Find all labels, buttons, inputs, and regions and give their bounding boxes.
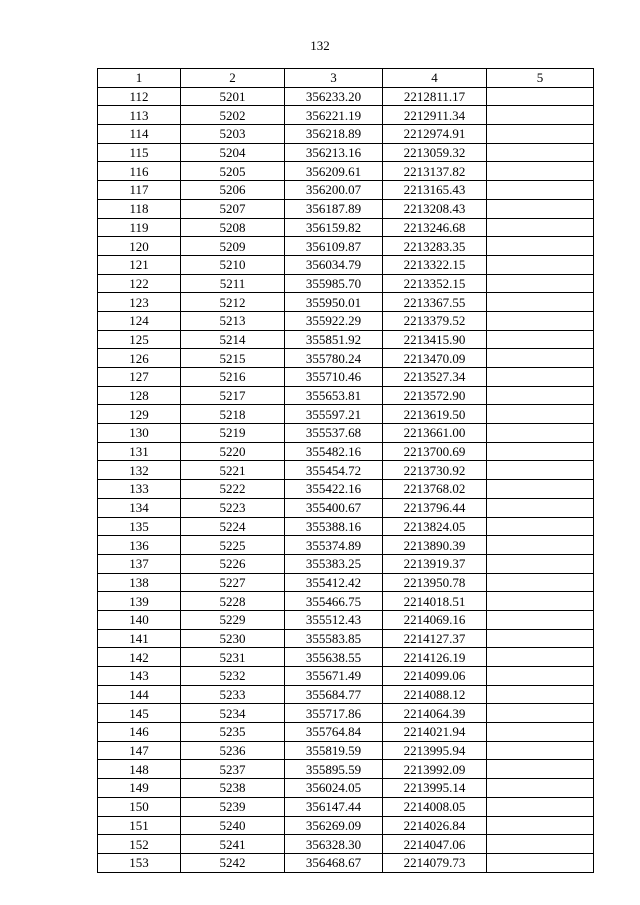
- y-coordinate-cell: 2214126.19: [383, 648, 487, 667]
- y-coordinate-cell: 2213919.37: [383, 554, 487, 573]
- x-coordinate-cell: 355985.70: [285, 274, 383, 293]
- y-coordinate-cell: 2213796.44: [383, 498, 487, 517]
- y-coordinate-cell: 2213950.78: [383, 573, 487, 592]
- note-cell: [487, 517, 594, 536]
- x-coordinate-cell: 356221.19: [285, 106, 383, 125]
- row-number-cell: 120: [98, 237, 181, 256]
- point-id-cell: 5231: [181, 648, 285, 667]
- table-row: [98, 125, 594, 144]
- point-id-cell: 5219: [181, 424, 285, 443]
- row-number-cell: 126: [98, 349, 181, 368]
- row-number-cell: 141: [98, 629, 181, 648]
- y-coordinate-cell: 2213415.90: [383, 330, 487, 349]
- point-id-cell: 5222: [181, 480, 285, 499]
- note-cell: [487, 779, 594, 798]
- table-row: [98, 143, 594, 162]
- point-id-cell: 5229: [181, 610, 285, 629]
- note-cell: [487, 592, 594, 611]
- note-cell: [487, 704, 594, 723]
- note-cell: [487, 667, 594, 686]
- y-coordinate-cell: 2213165.43: [383, 181, 487, 200]
- row-number-cell: 133: [98, 480, 181, 499]
- table-row: [98, 386, 594, 405]
- note-cell: [487, 237, 594, 256]
- point-id-cell: 5221: [181, 461, 285, 480]
- note-cell: [487, 629, 594, 648]
- point-id-cell: 5205: [181, 162, 285, 181]
- y-coordinate-cell: 2213661.00: [383, 424, 487, 443]
- x-coordinate-cell: 356187.89: [285, 199, 383, 218]
- y-coordinate-cell: 2213700.69: [383, 442, 487, 461]
- point-id-cell: 5225: [181, 536, 285, 555]
- point-id-cell: 5217: [181, 386, 285, 405]
- row-number-cell: 147: [98, 741, 181, 760]
- point-id-cell: 5204: [181, 143, 285, 162]
- table-row: [98, 162, 594, 181]
- x-coordinate-cell: 356468.67: [285, 853, 383, 872]
- y-coordinate-cell: 2213768.02: [383, 480, 487, 499]
- point-id-cell: 5239: [181, 797, 285, 816]
- note-cell: [487, 330, 594, 349]
- note-cell: [487, 293, 594, 312]
- row-number-cell: 131: [98, 442, 181, 461]
- x-coordinate-cell: 355638.55: [285, 648, 383, 667]
- y-coordinate-cell: 2212974.91: [383, 125, 487, 144]
- point-id-cell: 5211: [181, 274, 285, 293]
- point-id-cell: 5208: [181, 218, 285, 237]
- table-row: [98, 779, 594, 798]
- row-number-cell: 130: [98, 424, 181, 443]
- y-coordinate-cell: 2214047.06: [383, 835, 487, 854]
- header-col-5: 5: [487, 69, 594, 88]
- row-number-cell: 153: [98, 853, 181, 872]
- table-row: [98, 255, 594, 274]
- point-id-cell: 5240: [181, 816, 285, 835]
- row-number-cell: 138: [98, 573, 181, 592]
- y-coordinate-cell: 2213730.92: [383, 461, 487, 480]
- coordinates-table: [97, 68, 594, 873]
- table-header: [98, 69, 594, 88]
- note-cell: [487, 554, 594, 573]
- row-number-cell: 113: [98, 106, 181, 125]
- y-coordinate-cell: 2213527.34: [383, 368, 487, 387]
- x-coordinate-cell: 355454.72: [285, 461, 383, 480]
- note-cell: [487, 573, 594, 592]
- point-id-cell: 5238: [181, 779, 285, 798]
- table-row: [98, 199, 594, 218]
- y-coordinate-cell: 2213367.55: [383, 293, 487, 312]
- row-number-cell: 143: [98, 667, 181, 686]
- row-number-cell: 123: [98, 293, 181, 312]
- x-coordinate-cell: 355374.89: [285, 536, 383, 555]
- x-coordinate-cell: 356213.16: [285, 143, 383, 162]
- table-row: [98, 461, 594, 480]
- table-row: [98, 106, 594, 125]
- row-number-cell: 115: [98, 143, 181, 162]
- table-row: [98, 424, 594, 443]
- note-cell: [487, 835, 594, 854]
- y-coordinate-cell: 2214018.51: [383, 592, 487, 611]
- row-number-cell: 146: [98, 723, 181, 742]
- row-number-cell: 135: [98, 517, 181, 536]
- table-row: [98, 311, 594, 330]
- row-number-cell: 134: [98, 498, 181, 517]
- x-coordinate-cell: 355482.16: [285, 442, 383, 461]
- y-coordinate-cell: 2213379.52: [383, 311, 487, 330]
- note-cell: [487, 797, 594, 816]
- x-coordinate-cell: 355388.16: [285, 517, 383, 536]
- row-number-cell: 125: [98, 330, 181, 349]
- point-id-cell: 5224: [181, 517, 285, 536]
- note-cell: [487, 536, 594, 555]
- table-row: [98, 536, 594, 555]
- header-col-3: 3: [285, 69, 383, 88]
- x-coordinate-cell: 356159.82: [285, 218, 383, 237]
- note-cell: [487, 816, 594, 835]
- x-coordinate-cell: 355819.59: [285, 741, 383, 760]
- note-cell: [487, 143, 594, 162]
- y-coordinate-cell: 2213283.35: [383, 237, 487, 256]
- table-row: [98, 237, 594, 256]
- note-cell: [487, 162, 594, 181]
- y-coordinate-cell: 2214008.05: [383, 797, 487, 816]
- y-coordinate-cell: 2213992.09: [383, 760, 487, 779]
- table-row: [98, 554, 594, 573]
- note-cell: [487, 424, 594, 443]
- note-cell: [487, 405, 594, 424]
- table-row: [98, 274, 594, 293]
- x-coordinate-cell: 355851.92: [285, 330, 383, 349]
- table-row: [98, 330, 594, 349]
- table-row: [98, 181, 594, 200]
- y-coordinate-cell: 2212911.34: [383, 106, 487, 125]
- point-id-cell: 5226: [181, 554, 285, 573]
- point-id-cell: 5203: [181, 125, 285, 144]
- note-cell: [487, 87, 594, 106]
- x-coordinate-cell: 355780.24: [285, 349, 383, 368]
- note-cell: [487, 125, 594, 144]
- page-number: 132: [310, 38, 330, 53]
- row-number-cell: 121: [98, 255, 181, 274]
- point-id-cell: 5212: [181, 293, 285, 312]
- x-coordinate-cell: 356209.61: [285, 162, 383, 181]
- y-coordinate-cell: 2214069.16: [383, 610, 487, 629]
- x-coordinate-cell: 356024.05: [285, 779, 383, 798]
- note-cell: [487, 274, 594, 293]
- point-id-cell: 5218: [181, 405, 285, 424]
- table-row: [98, 853, 594, 872]
- table-row: [98, 760, 594, 779]
- note-cell: [487, 311, 594, 330]
- point-id-cell: 5235: [181, 723, 285, 742]
- note-cell: [487, 386, 594, 405]
- x-coordinate-cell: 356147.44: [285, 797, 383, 816]
- x-coordinate-cell: 355422.16: [285, 480, 383, 499]
- note-cell: [487, 480, 594, 499]
- row-number-cell: 129: [98, 405, 181, 424]
- y-coordinate-cell: 2213137.82: [383, 162, 487, 181]
- row-number-cell: 145: [98, 704, 181, 723]
- row-number-cell: 117: [98, 181, 181, 200]
- note-cell: [487, 498, 594, 517]
- table-row: [98, 816, 594, 835]
- table-row: [98, 368, 594, 387]
- header-col-4: 4: [383, 69, 487, 88]
- x-coordinate-cell: 355710.46: [285, 368, 383, 387]
- note-cell: [487, 255, 594, 274]
- x-coordinate-cell: 356034.79: [285, 255, 383, 274]
- y-coordinate-cell: 2213470.09: [383, 349, 487, 368]
- point-id-cell: 5242: [181, 853, 285, 872]
- x-coordinate-cell: 356328.30: [285, 835, 383, 854]
- table-row: [98, 480, 594, 499]
- table-row: [98, 723, 594, 742]
- row-number-cell: 118: [98, 199, 181, 218]
- header-col-1: 1: [98, 69, 181, 88]
- point-id-cell: 5213: [181, 311, 285, 330]
- note-cell: [487, 648, 594, 667]
- point-id-cell: 5210: [181, 255, 285, 274]
- y-coordinate-cell: 2214099.06: [383, 667, 487, 686]
- note-cell: [487, 685, 594, 704]
- y-coordinate-cell: 2213619.50: [383, 405, 487, 424]
- x-coordinate-cell: 355653.81: [285, 386, 383, 405]
- note-cell: [487, 741, 594, 760]
- x-coordinate-cell: 355671.49: [285, 667, 383, 686]
- x-coordinate-cell: 355400.67: [285, 498, 383, 517]
- point-id-cell: 5202: [181, 106, 285, 125]
- table-row: [98, 797, 594, 816]
- y-coordinate-cell: 2213059.32: [383, 143, 487, 162]
- row-number-cell: 132: [98, 461, 181, 480]
- y-coordinate-cell: 2214021.94: [383, 723, 487, 742]
- point-id-cell: 5241: [181, 835, 285, 854]
- table-row: [98, 741, 594, 760]
- table-row: [98, 405, 594, 424]
- x-coordinate-cell: 356233.20: [285, 87, 383, 106]
- row-number-cell: 144: [98, 685, 181, 704]
- point-id-cell: 5214: [181, 330, 285, 349]
- point-id-cell: 5220: [181, 442, 285, 461]
- x-coordinate-cell: 356218.89: [285, 125, 383, 144]
- table-row: [98, 592, 594, 611]
- row-number-cell: 148: [98, 760, 181, 779]
- row-number-cell: 112: [98, 87, 181, 106]
- point-id-cell: 5215: [181, 349, 285, 368]
- table-row: [98, 573, 594, 592]
- point-id-cell: 5209: [181, 237, 285, 256]
- x-coordinate-cell: 355922.29: [285, 311, 383, 330]
- row-number-cell: 122: [98, 274, 181, 293]
- row-number-cell: 139: [98, 592, 181, 611]
- note-cell: [487, 181, 594, 200]
- row-number-cell: 140: [98, 610, 181, 629]
- note-cell: [487, 853, 594, 872]
- x-coordinate-cell: 355512.43: [285, 610, 383, 629]
- x-coordinate-cell: 355597.21: [285, 405, 383, 424]
- table-row: [98, 87, 594, 106]
- note-cell: [487, 442, 594, 461]
- table-row: [98, 610, 594, 629]
- x-coordinate-cell: 355950.01: [285, 293, 383, 312]
- y-coordinate-cell: 2213246.68: [383, 218, 487, 237]
- x-coordinate-cell: 355895.59: [285, 760, 383, 779]
- point-id-cell: 5207: [181, 199, 285, 218]
- header-col-2: 2: [181, 69, 285, 88]
- table-row: [98, 517, 594, 536]
- table-row: [98, 442, 594, 461]
- row-number-cell: 127: [98, 368, 181, 387]
- table-row: [98, 835, 594, 854]
- x-coordinate-cell: 355412.42: [285, 573, 383, 592]
- point-id-cell: 5236: [181, 741, 285, 760]
- point-id-cell: 5216: [181, 368, 285, 387]
- note-cell: [487, 723, 594, 742]
- y-coordinate-cell: 2213208.43: [383, 199, 487, 218]
- y-coordinate-cell: 2213995.94: [383, 741, 487, 760]
- point-id-cell: 5206: [181, 181, 285, 200]
- x-coordinate-cell: 356200.07: [285, 181, 383, 200]
- y-coordinate-cell: 2214127.37: [383, 629, 487, 648]
- table-row: [98, 293, 594, 312]
- y-coordinate-cell: 2213995.14: [383, 779, 487, 798]
- y-coordinate-cell: 2214026.84: [383, 816, 487, 835]
- row-number-cell: 124: [98, 311, 181, 330]
- x-coordinate-cell: 355383.25: [285, 554, 383, 573]
- y-coordinate-cell: 2214064.39: [383, 704, 487, 723]
- x-coordinate-cell: 355466.75: [285, 592, 383, 611]
- note-cell: [487, 218, 594, 237]
- table-row: [98, 648, 594, 667]
- x-coordinate-cell: 355764.84: [285, 723, 383, 742]
- table-row: [98, 685, 594, 704]
- row-number-cell: 151: [98, 816, 181, 835]
- note-cell: [487, 760, 594, 779]
- point-id-cell: 5237: [181, 760, 285, 779]
- note-cell: [487, 199, 594, 218]
- note-cell: [487, 461, 594, 480]
- table-row: [98, 349, 594, 368]
- point-id-cell: 5232: [181, 667, 285, 686]
- row-number-cell: 152: [98, 835, 181, 854]
- table-row: [98, 667, 594, 686]
- table-row: [98, 704, 594, 723]
- row-number-cell: 150: [98, 797, 181, 816]
- note-cell: [487, 349, 594, 368]
- table-row: [98, 629, 594, 648]
- row-number-cell: 116: [98, 162, 181, 181]
- x-coordinate-cell: 356269.09: [285, 816, 383, 835]
- point-id-cell: 5223: [181, 498, 285, 517]
- point-id-cell: 5234: [181, 704, 285, 723]
- note-cell: [487, 368, 594, 387]
- y-coordinate-cell: 2213322.15: [383, 255, 487, 274]
- x-coordinate-cell: 355537.68: [285, 424, 383, 443]
- x-coordinate-cell: 355583.85: [285, 629, 383, 648]
- y-coordinate-cell: 2212811.17: [383, 87, 487, 106]
- y-coordinate-cell: 2213572.90: [383, 386, 487, 405]
- x-coordinate-cell: 355717.86: [285, 704, 383, 723]
- y-coordinate-cell: 2214079.73: [383, 853, 487, 872]
- point-id-cell: 5201: [181, 87, 285, 106]
- point-id-cell: 5228: [181, 592, 285, 611]
- row-number-cell: 136: [98, 536, 181, 555]
- row-number-cell: 114: [98, 125, 181, 144]
- y-coordinate-cell: 2214088.12: [383, 685, 487, 704]
- table-row: [98, 218, 594, 237]
- row-number-cell: 137: [98, 554, 181, 573]
- point-id-cell: 5230: [181, 629, 285, 648]
- table-body: [98, 87, 594, 872]
- row-number-cell: 149: [98, 779, 181, 798]
- y-coordinate-cell: 2213890.39: [383, 536, 487, 555]
- header-row: [98, 69, 594, 88]
- point-id-cell: 5227: [181, 573, 285, 592]
- x-coordinate-cell: 356109.87: [285, 237, 383, 256]
- row-number-cell: 119: [98, 218, 181, 237]
- table-row: [98, 498, 594, 517]
- y-coordinate-cell: 2213352.15: [383, 274, 487, 293]
- note-cell: [487, 106, 594, 125]
- row-number-cell: 128: [98, 386, 181, 405]
- x-coordinate-cell: 355684.77: [285, 685, 383, 704]
- note-cell: [487, 610, 594, 629]
- row-number-cell: 142: [98, 648, 181, 667]
- y-coordinate-cell: 2213824.05: [383, 517, 487, 536]
- point-id-cell: 5233: [181, 685, 285, 704]
